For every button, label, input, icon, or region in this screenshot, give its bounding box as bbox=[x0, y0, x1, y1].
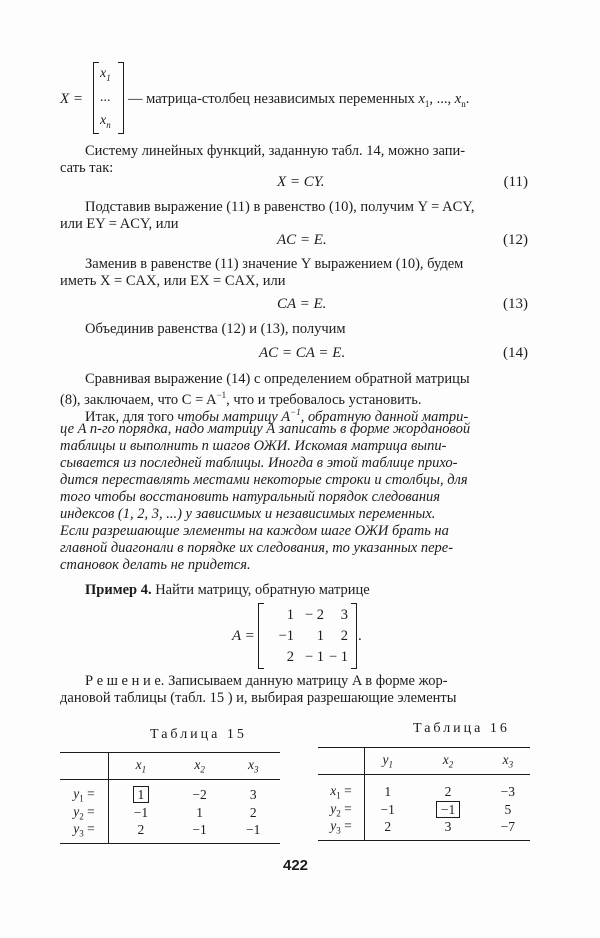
table16-row: $x_1$ = 1 2 −3 bbox=[318, 775, 530, 801]
italic-line4: сывается из последней таблицы. Иногда в этой таблице прихо- bbox=[60, 455, 458, 471]
table16-header-row: $y_1$ $x_2$ $x_3$ bbox=[318, 748, 530, 775]
para1-line2: сать так: bbox=[60, 160, 114, 176]
matrix-a-label: A = bbox=[232, 628, 255, 644]
matrix-row-3: 2 − 1 − 1 bbox=[286, 649, 348, 665]
x-label: X = bbox=[60, 91, 84, 107]
para5-line1: Сравнивая выражение (14) с определением обратной матрицы bbox=[85, 371, 470, 387]
matrix-bracket-right bbox=[351, 603, 357, 669]
para1-line1: Систему линейных функций, заданную табл. 14, можно запи- bbox=[85, 143, 466, 159]
table16-caption: Таблица 16 bbox=[413, 721, 510, 736]
para3-line2: иметь X = CAX, или EX = CAX, или bbox=[60, 273, 286, 289]
italic-line8: Если разрешающие элементы на каждом шаге ОЖИ брать на bbox=[60, 523, 449, 539]
eq13-number: (13) bbox=[503, 296, 528, 312]
table16-row: $y_3$ = 2 3 −7 bbox=[318, 818, 530, 840]
italic-line5: дится переставлять местами некоторые строки и столбцы, для bbox=[60, 472, 468, 488]
eq14-expr: AC = CA = E. bbox=[259, 345, 346, 361]
matrix-bracket-left bbox=[258, 603, 264, 669]
column-bracket-left bbox=[93, 62, 99, 134]
table15-row: $y_2$ = −1 1 2 bbox=[60, 804, 280, 822]
para3-line1: Заменив в равенстве (11) значение Y выражением (10), будем bbox=[85, 256, 464, 272]
italic-line3: таблицы и выполнить n шагов ОЖИ. Искомая матрица выпи- bbox=[60, 438, 447, 454]
eq14-number: (14) bbox=[503, 345, 528, 361]
table15-row: $y_1$ = 1 −2 3 bbox=[60, 780, 280, 804]
italic-line2: це A n-го порядка, надо матрицу A записать в форме жордановой bbox=[60, 421, 471, 437]
matrix-a-body bbox=[266, 607, 348, 670]
para4-line1: Объединив равенства (12) и (13), получим bbox=[85, 321, 346, 337]
solution-line2: дановой таблицы (табл. 15 ) и, выбирая разрешающие элементы bbox=[60, 690, 457, 706]
table16-row: $y_2$ = −1 −1 5 bbox=[318, 801, 530, 819]
page-number: 422 bbox=[283, 857, 309, 874]
column-entry-2: ... bbox=[100, 90, 111, 105]
para2-line2: или EY = ACY, или bbox=[60, 216, 179, 232]
italic-line10: становок делать не придется. bbox=[60, 557, 251, 573]
eq11-number: (11) bbox=[503, 174, 528, 190]
column-bracket-right bbox=[118, 62, 124, 134]
solution-line1: Р е ш е н и е. Записываем данную матрицу A в форме жор- bbox=[85, 673, 448, 689]
column-entry-1: $x_1$ bbox=[100, 66, 111, 83]
column-description: — матрица-столбец независимых переменных $x_1$, ..., $x_n$. bbox=[128, 91, 470, 109]
example-heading: Пример 4. Найти матрицу, обратную матрице bbox=[85, 582, 370, 598]
table16 bbox=[318, 747, 530, 841]
eq13-expr: CA = E. bbox=[277, 296, 327, 312]
para2-line1: Подставив выражение (11) в равенство (10), получим Y = ACY, bbox=[85, 199, 475, 215]
table15-header-row: $x_1$ $x_2$ $x_3$ bbox=[60, 753, 280, 780]
italic-line1: Итак, для того чтобы матрицу $A^{-1}$, обратную данной матри- bbox=[85, 407, 469, 425]
eq12-number: (12) bbox=[503, 232, 528, 248]
pivot-element: −1 bbox=[436, 801, 460, 818]
eq12-expr: AC = E. bbox=[277, 232, 327, 248]
italic-line6: того чтобы восстановить натуральный порядок следования bbox=[60, 489, 441, 505]
eq11-expr: X = CY. bbox=[277, 174, 325, 190]
para5-line2: (8), заключаем, что $C = A^{-1}$, что и требовалось установить. bbox=[60, 390, 422, 408]
italic-line9: главной диагонали в порядке их следования, то указанных пере- bbox=[60, 540, 454, 556]
table15-row: $y_3$ = 2 −1 −1 bbox=[60, 821, 280, 843]
table15 bbox=[60, 752, 280, 844]
matrix-row-2: −1 1 2 bbox=[278, 628, 348, 644]
matrix-a-period: . bbox=[358, 628, 362, 644]
matrix-row-1: 1 − 2 3 bbox=[286, 607, 348, 623]
column-entry-3: $x_n$ bbox=[100, 113, 111, 130]
table15-caption: Таблица 15 bbox=[150, 727, 247, 742]
pivot-element: 1 bbox=[133, 786, 150, 803]
italic-line7: индексов (1, 2, 3, ...) у зависимых и независимых переменных. bbox=[60, 506, 436, 522]
